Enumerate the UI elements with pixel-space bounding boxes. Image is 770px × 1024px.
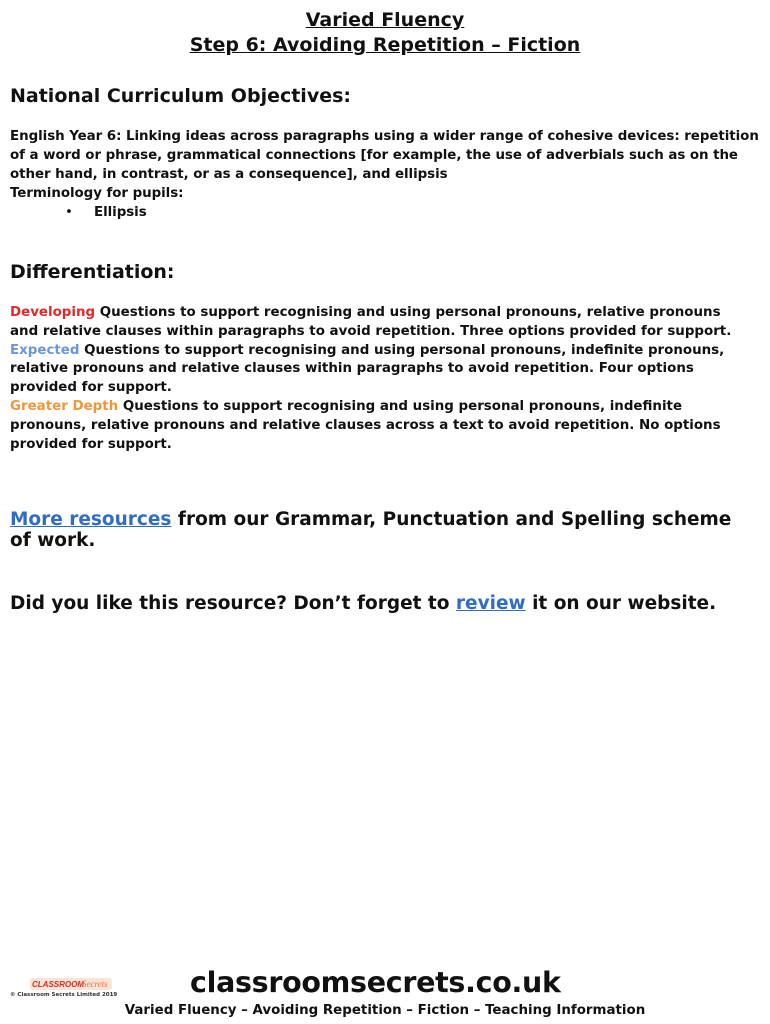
objectives-text: English Year 6: Linking ideas across paragraphs using a wider range of cohesive devices: repetition of a word or phrase, grammatical connections [for example, the use of adverbials such as on the other hand, in contrast, or as a consequence], and ellipsis — [10, 129, 759, 182]
review-prompt — [10, 593, 770, 615]
website-name: classroomsecrets.co.uk — [190, 966, 561, 999]
level-text-greater-depth: Questions to support recognising and using personal pronouns, indefinite pronouns, relative pronouns and relative clauses across a text to avoid repetition. No options provided for support. — [10, 398, 721, 452]
more-resources — [10, 509, 750, 551]
level-greater-depth — [10, 398, 750, 454]
differentiation-heading: Differentiation: — [10, 261, 175, 283]
svg-text:CLASSROOM: CLASSROOM — [32, 980, 84, 989]
review-link[interactable]: review — [455, 593, 526, 614]
document-subtitle: Step 6: Avoiding Repetition – Fiction — [189, 34, 581, 56]
level-name-expected: Expected — [10, 342, 80, 358]
copyright-notice: © Classroom Secrets Limited 2019 — [10, 992, 118, 998]
review-text-after: it on our website. — [525, 593, 717, 614]
objectives-section — [10, 127, 760, 222]
classroom-secrets-logo — [30, 974, 112, 992]
more-resources-link[interactable]: More resources — [10, 509, 172, 530]
differentiation-section — [10, 304, 750, 454]
level-developing — [10, 304, 750, 342]
more-resources-text: from our Grammar, Punctuation and Spelling scheme of work. — [10, 509, 732, 551]
terminology-item: • Ellipsis — [65, 203, 760, 222]
terminology-label: Terminology for pupils: — [10, 186, 184, 201]
level-text-developing: Questions to support recognising and using personal pronouns, relative pronouns and relative clauses within paragraphs to avoid repetition. Three options provided for support. — [10, 305, 732, 339]
terminology-list — [65, 203, 760, 222]
level-text-expected: Questions to support recognising and using personal pronouns, indefinite pronouns, relative pronouns and relative clauses within paragraphs to avoid repetition. Four options provided for support. — [10, 342, 725, 396]
level-name-developing: Developing — [10, 305, 96, 320]
svg-text:Secrets: Secrets — [82, 979, 108, 989]
level-name-greater-depth: Greater Depth — [10, 398, 119, 414]
footer-caption: Varied Fluency – Avoiding Repetition – Fiction – Teaching Information — [124, 1003, 646, 1018]
level-expected — [10, 342, 750, 398]
review-text-before: Did you like this resource? Don’t forget to — [10, 593, 456, 614]
objectives-heading: National Curriculum Objectives: — [10, 85, 351, 107]
document-title: Varied Fluency — [305, 9, 465, 31]
